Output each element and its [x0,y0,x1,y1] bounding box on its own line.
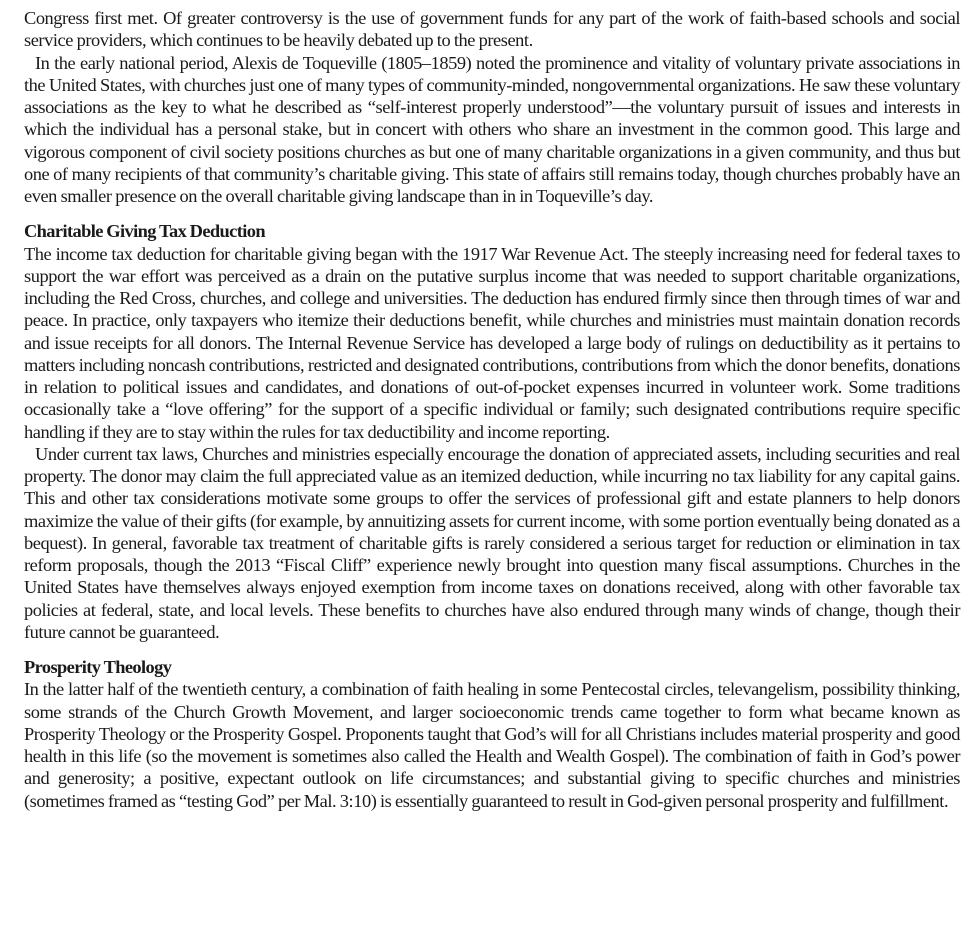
paragraph-appreciated-assets: Under current tax laws, Churches and ministries especially encourage the donation of appreciated assets, including securities and real property. The donor may claim the full appreciated value as an itemized deduction, while incurring no tax liability for any capital gains. This and other tax considerations motivate some groups to offer the services of professional gift and estate planners to help donors maximize the value of their gifts (for example, by annuitizing assets for current income, with some portion eventually being donated as a bequest). In general, favorable tax treatment of charitable gifts is rarely considered a serious target for reduction or elimination in tax reform proposals, though the 2013 “Fiscal Cliff” experience newly brought into question many fiscal assumptions. Churches in the United States have themselves always enjoyed exemption from income taxes on donations received, along with other favorable tax policies at federal, state, and local levels. These benefits to churches have also endured through many winds of change, though their future cannot be guaranteed. [24,443,960,642]
paragraph-prosperity-theology: In the latter half of the twentieth century, a combination of faith healing in some Pentecostal circles, televangelism, possibility thinking, some strands of the Church Growth Movement, and larger socioeconomic trends came together to form what became known as Prosperity Theology or the Prosperity Gospel. Proponents taught that God’s will for all Christians includes material prosperity and good health in this life (so the movement is sometimes also called the Health and Wealth Gospel). The combination of faith in God’s power and generosity; a positive, expectant outlook on life circumstances; and substantial giving to specific churches and ministries (sometimes framed as “testing God” per Mal. 3:10) is essentially guaranteed to result in God-given personal prosperity and fulfillment. [24,679,960,811]
paragraph-tax-deduction-history: The income tax deduction for charitable giving began with the 1917 War Revenue Act. The steeply increasing need for federal taxes to support the war effort was perceived as a drain on the putative surplus income that was needed to support charitable organizations, including the Red Cross, churches, and college and universities. The deduction has endured firmly since then through times of war and peace. In practice, only taxpayers who itemize their deductions benefit, while churches and ministries must maintain donation records and issue receipts for all donors. The Internal Revenue Service has developed a large body of rulings on deductibility as it pertains to matters including noncash contributions, restricted and designated contributions, contributions from which the donor benefits, donations in relation to political issues and candidates, and donations of out-of-pocket expenses incurred in volunteer work. Some traditions occasionally take a “love offering” for the support of a specific individual or family; such designated contributions require specific handling if they are to stay within the rules for tax deductibility and income reporting. [24,243,960,442]
document-page [24,7,960,812]
paragraph-toqueville: In the early national period, Alexis de Toqueville (1805–1859) noted the prominence and vitality of voluntary private associations in the United States, with churches just one of many types of community-minded, nongovernmental organizations. He saw these voluntary associations as the key to what he described as “self-interest properly understood”—the voluntary pursuit of issues and interests in which the individual has a personal stake, but in concert with others who share an investment in the common good. This large and vigorous component of civil society positions churches as but one of many charitable organizations in a given community, and thus but one of many recipients of that community’s charitable giving. This state of affairs still remains today, though churches probably have an even smaller presence on the overall charitable giving landscape than in in Toqueville’s day. [24,52,960,206]
paragraph-continuation: Congress first met. Of greater controversy is the use of government funds for any part of the work of faith-based schools and social service providers, which continues to be heavily debated up to the present. [24,8,960,51]
section-heading-prosperity-theology: Prosperity Theology [24,657,172,677]
section-heading-tax-deduction: Charitable Giving Tax Deduction [24,221,265,242]
